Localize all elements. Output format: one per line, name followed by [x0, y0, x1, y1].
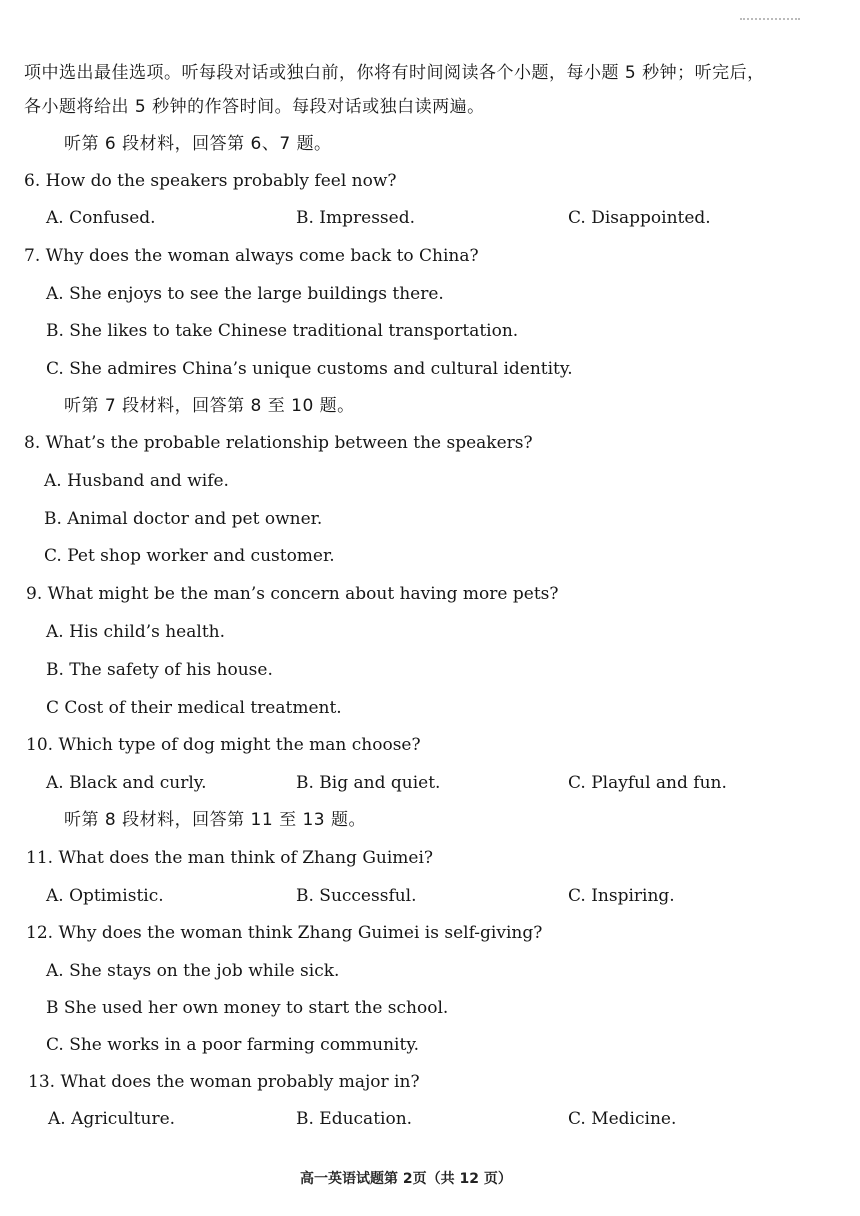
question-7-option-b: B. She likes to take Chinese traditional transportation. — [46, 321, 519, 341]
question-10-option-c: C. Playful and fun. — [568, 773, 727, 793]
section-label-7: 听第 7 段材料，回答第 8 至 10 题。 — [64, 396, 355, 416]
question-11-option-b: B. Successful. — [296, 886, 417, 906]
question-11-option-a: A. Optimistic. — [46, 886, 164, 906]
question-12-option-b: B She used her own money to start the school. — [46, 998, 449, 1018]
question-9-stem: 9. What might be the man’s concern about having more pets? — [26, 584, 559, 604]
question-12-option-c: C. She works in a poor farming community. — [46, 1035, 420, 1055]
page-corner-mark — [740, 18, 800, 23]
question-10-option-a: A. Black and curly. — [46, 773, 207, 793]
instruction-line-1: 项中选出最佳选项。听每段对话或独白前，你将有时间阅读各个小题，每小题 5 秒钟；听完后， — [24, 63, 765, 83]
page-footer: 高一英语试题第 2页（共 12 页） — [300, 1171, 512, 1187]
question-13-option-a: A. Agriculture. — [48, 1109, 176, 1129]
question-12-option-a: A. She stays on the job while sick. — [46, 961, 340, 981]
question-6-option-b: B. Impressed. — [296, 208, 415, 228]
question-13-option-c: C. Medicine. — [568, 1109, 677, 1129]
question-13-option-b: B. Education. — [296, 1109, 413, 1129]
question-7-option-a: A. She enjoys to see the large buildings there. — [46, 284, 444, 304]
question-8-stem: 8. What’s the probable relationship between the speakers? — [24, 433, 533, 453]
question-7-stem: 7. Why does the woman always come back to China? — [24, 246, 479, 266]
question-10-stem: 10. Which type of dog might the man choose? — [26, 735, 421, 755]
question-9-option-a: A. His child’s health. — [46, 622, 225, 642]
section-label-8: 听第 8 段材料，回答第 11 至 13 题。 — [64, 810, 367, 830]
question-6-option-c: C. Disappointed. — [568, 208, 711, 228]
question-9-option-c: C Cost of their medical treatment. — [46, 698, 342, 718]
question-11-option-c: C. Inspiring. — [568, 886, 675, 906]
question-7-option-c: C. She admires China’s unique customs and cultural identity. — [46, 359, 573, 379]
section-label-6: 听第 6 段材料，回答第 6、7 题。 — [64, 134, 332, 154]
question-9-option-b: B. The safety of his house. — [46, 660, 273, 680]
question-8-option-b: B. Animal doctor and pet owner. — [44, 509, 323, 529]
question-6-option-a: A. Confused. — [46, 208, 156, 228]
question-12-stem: 12. Why does the woman think Zhang Guimei is self-giving? — [26, 923, 543, 943]
question-10-option-b: B. Big and quiet. — [296, 773, 441, 793]
instruction-line-2: 各小题将给出 5 秒钟的作答时间。每段对话或独白读两遍。 — [24, 97, 485, 117]
question-8-option-c: C. Pet shop worker and customer. — [44, 546, 335, 566]
question-8-option-a: A. Husband and wife. — [44, 471, 229, 491]
question-11-stem: 11. What does the man think of Zhang Guimei? — [26, 848, 434, 868]
question-6-stem: 6. How do the speakers probably feel now? — [24, 171, 397, 191]
question-13-stem: 13. What does the woman probably major in? — [28, 1072, 420, 1092]
